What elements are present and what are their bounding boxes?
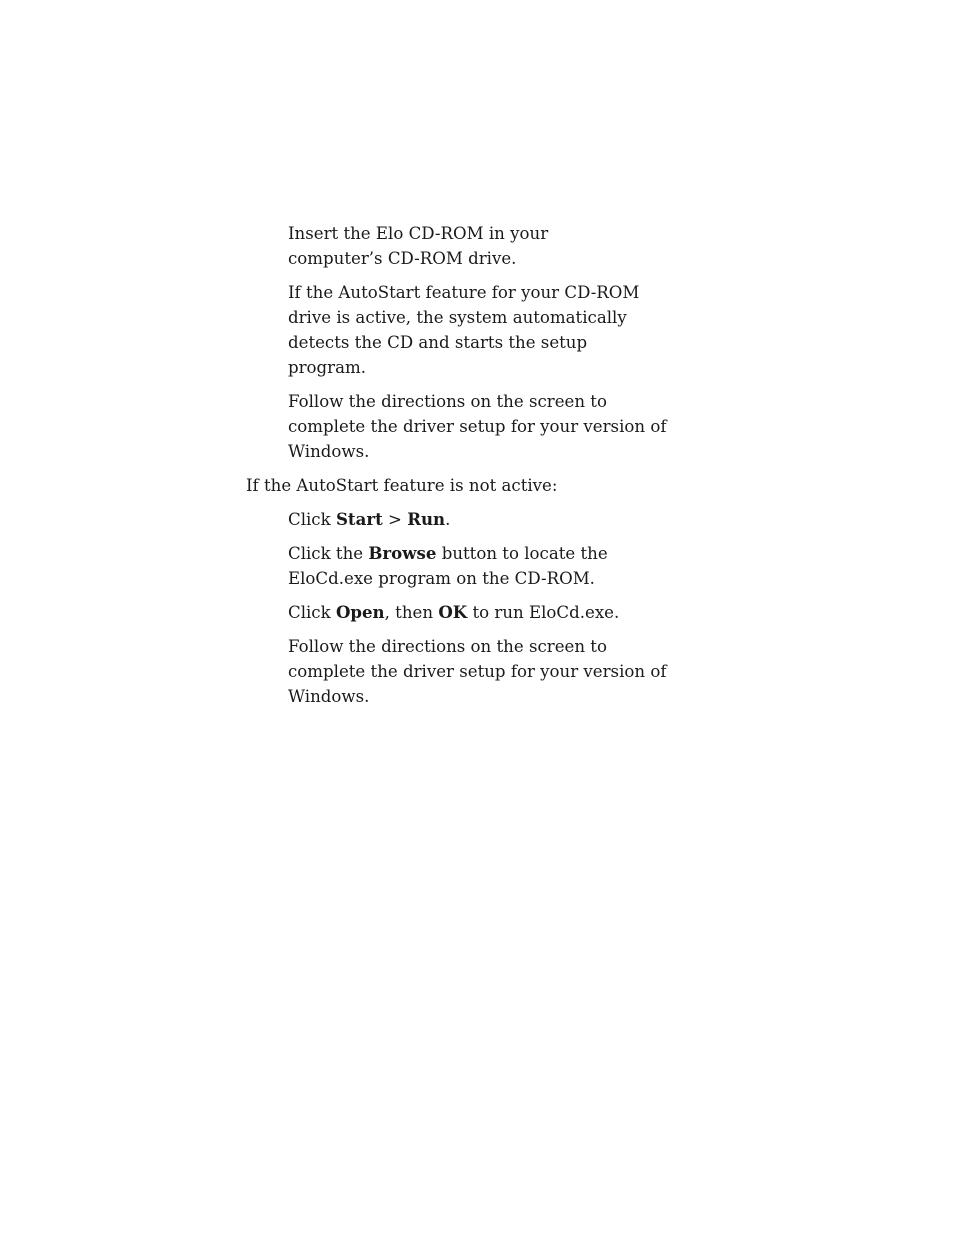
step-text: to run EloCd.exe. xyxy=(467,603,620,622)
autostart-not-active-intro: If the AutoStart feature is not active: xyxy=(246,476,558,495)
instructions-body xyxy=(246,221,686,718)
step-click-open-ok xyxy=(288,600,686,625)
step-text: Click xyxy=(288,510,336,529)
step-follow-directions: Follow the directions on the screen to complete the driver setup for your version of Windows. xyxy=(288,392,667,461)
run-command-label: Run xyxy=(407,509,446,529)
open-button-label: Open xyxy=(335,602,385,622)
step-autostart-active: If the AutoStart feature for your CD-ROM drive is active, the system automatically detects the CD and starts the setup program. xyxy=(288,283,640,377)
ok-button-label: OK xyxy=(438,602,468,622)
step-text: . xyxy=(445,510,451,529)
step-text: Click xyxy=(288,603,336,622)
step-click-start-run xyxy=(288,507,686,532)
step-click-browse xyxy=(288,541,608,591)
step-text: Click the xyxy=(288,544,369,563)
step-text: button to locate the EloCd.exe program on the CD-ROM. xyxy=(288,544,608,588)
step-follow-directions-manual: Follow the directions on the screen to complete the driver setup for your version of Windows. xyxy=(288,637,667,706)
browse-button-label: Browse xyxy=(368,543,437,563)
step-text: , then xyxy=(384,603,439,622)
step-insert-cd: Insert the Elo CD-ROM in your computer’s CD-ROM drive. xyxy=(288,224,549,268)
start-menu-label: Start xyxy=(335,509,383,529)
step-text: > xyxy=(382,510,408,529)
